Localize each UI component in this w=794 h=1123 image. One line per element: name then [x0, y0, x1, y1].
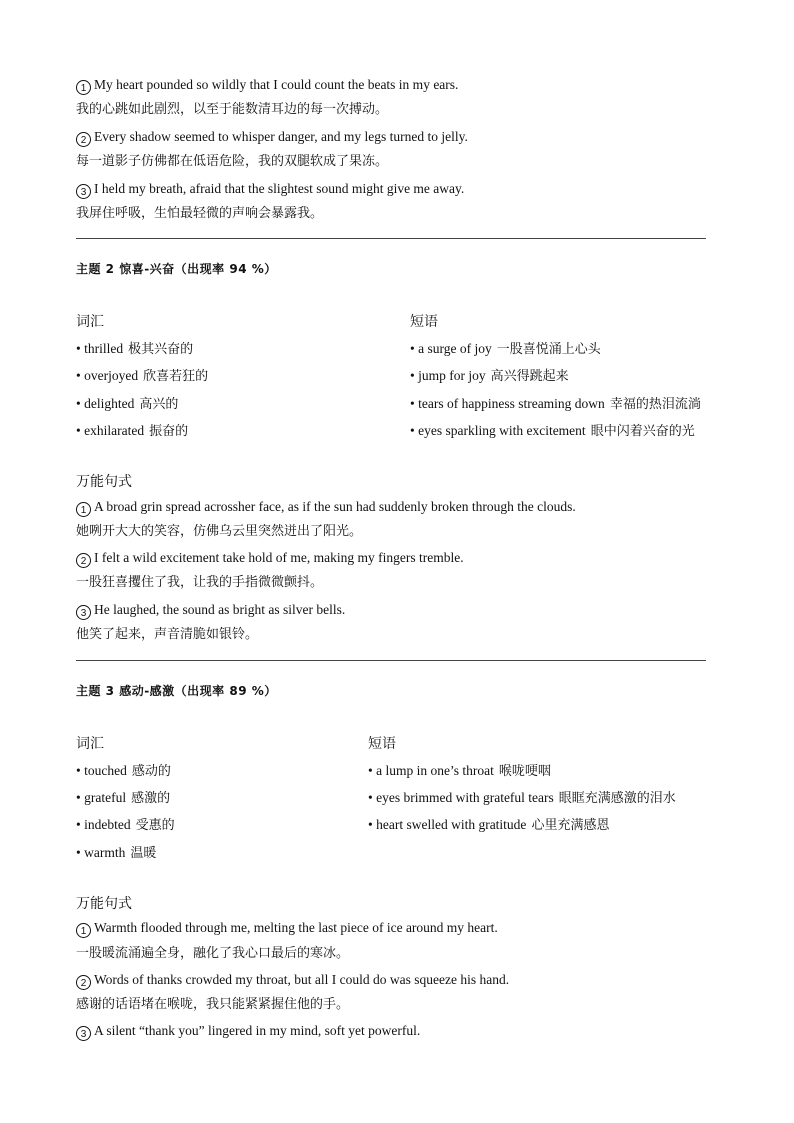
- circled-number: 2: [76, 553, 91, 568]
- circled-number: 3: [76, 605, 91, 620]
- sentence-en: [76, 180, 464, 199]
- sentence-en: [76, 128, 468, 147]
- sentence-text: I held my breath, afraid that the slightest sound might give me away.: [94, 181, 465, 196]
- circled-number: 2: [76, 975, 91, 990]
- vocab-item: • delighted 高兴的: [76, 396, 179, 412]
- sentence-en: [76, 498, 576, 517]
- sentence-en: [76, 601, 345, 620]
- circled-number: 1: [76, 923, 91, 938]
- phrase-item: • a surge of joy 一股喜悦涌上心头: [410, 341, 601, 357]
- circled-number: 1: [76, 502, 91, 517]
- vocab-item: • warmth 温暖: [76, 845, 157, 861]
- phrase-heading: 短语: [410, 314, 438, 330]
- sentence-zh: 他笑了起来，声音清脆如银铃。: [76, 627, 259, 642]
- sentence-text: A silent “thank you” lingered in my mind, soft yet powerful.: [94, 1023, 421, 1038]
- topic-title: 主题 3 感动-感激（出现率 89 %）: [76, 684, 277, 698]
- vocab-heading: 词汇: [76, 314, 104, 330]
- sentence-zh: 感谢的话语堵在喉咙，我只能紧紧握住他的手。: [76, 997, 350, 1012]
- phrase-item: • jump for joy 高兴得跳起来: [410, 368, 569, 384]
- phrase-item: • eyes sparkling with excitement 眼中闪着兴奋的光: [410, 423, 695, 439]
- circled-number: 3: [76, 184, 91, 199]
- sentence-en: [76, 76, 458, 95]
- sentence-en: [76, 971, 509, 990]
- sentence-en: [76, 549, 464, 568]
- vocab-heading: 词汇: [76, 736, 104, 752]
- phrase-item: • tears of happiness streaming down 幸福的热泪流淌: [410, 396, 701, 412]
- vocab-item: • exhilarated 振奋的: [76, 423, 189, 439]
- vocab-item: • overjoyed 欣喜若狂的: [76, 368, 209, 384]
- sentence-en: [76, 1022, 420, 1041]
- vocab-item: • thrilled 极其兴奋的: [76, 341, 194, 357]
- section-divider: [76, 238, 706, 239]
- sentence-text: A broad grin spread acrossher face, as if the sun had suddenly broken through the clouds.: [94, 499, 576, 514]
- section-divider: [76, 660, 706, 661]
- sentence-zh: 一股狂喜攫住了我，让我的手指微微颤抖。: [76, 575, 324, 590]
- patterns-heading: 万能句式: [76, 896, 132, 912]
- sentence-zh: 我屏住呼吸，生怕最轻微的声响会暴露我。: [76, 206, 324, 221]
- sentence-zh: 她咧开大大的笑容，仿佛乌云里突然迸出了阳光。: [76, 524, 363, 539]
- sentence-zh: 一股暖流涌遍全身，融化了我心口最后的寒冰。: [76, 946, 350, 961]
- sentence-text: Warmth flooded through me, melting the last piece of ice around my heart.: [94, 920, 498, 935]
- sentence-text: Every shadow seemed to whisper danger, and my legs turned to jelly.: [94, 129, 468, 144]
- sentence-text: I felt a wild excitement take hold of me, making my fingers tremble.: [94, 550, 464, 565]
- sentence-text: He laughed, the sound as bright as silver bells.: [94, 602, 346, 617]
- circled-number: 1: [76, 80, 91, 95]
- circled-number: 2: [76, 132, 91, 147]
- phrase-heading: 短语: [368, 736, 396, 752]
- vocab-item: • grateful 感激的: [76, 790, 171, 806]
- sentence-zh: 每一道影子仿佛都在低语危险，我的双腿软成了果冻。: [76, 154, 389, 169]
- phrase-item: • heart swelled with gratitude 心里充满感恩: [368, 817, 610, 833]
- phrase-item: • eyes brimmed with grateful tears 眼眶充满感激的泪水: [368, 790, 676, 806]
- patterns-heading: 万能句式: [76, 474, 132, 490]
- phrase-item: • a lump in one’s throat 喉咙哽咽: [368, 763, 551, 779]
- sentence-en: [76, 919, 498, 938]
- sentence-zh: 我的心跳如此剧烈，以至于能数清耳边的每一次搏动。: [76, 102, 389, 117]
- sentence-text: Words of thanks crowded my throat, but all I could do was squeeze his hand.: [94, 972, 510, 987]
- topic-title: 主题 2 惊喜-兴奋（出现率 94 %）: [76, 262, 277, 276]
- vocab-item: • indebted 受惠的: [76, 817, 175, 833]
- sentence-text: My heart pounded so wildly that I could count the beats in my ears.: [94, 77, 459, 92]
- circled-number: 3: [76, 1026, 91, 1041]
- vocab-item: • touched 感动的: [76, 763, 171, 779]
